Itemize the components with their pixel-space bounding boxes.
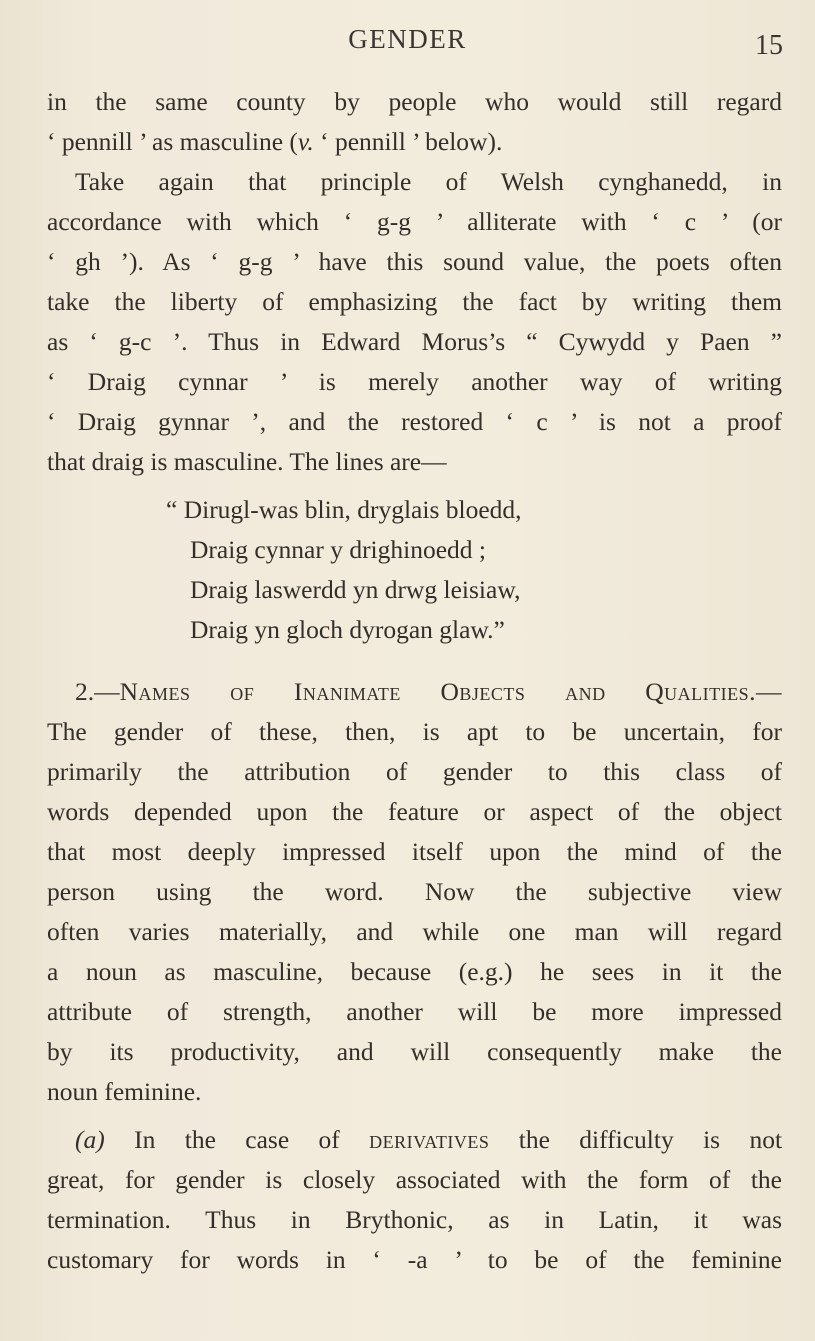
page-number: 15 xyxy=(755,30,783,61)
text-line: ‘ Draig gynnar ’, and the restored ‘ c ’ is not a proof xyxy=(47,407,782,436)
subsection-term: derivatives xyxy=(369,1125,490,1154)
text-line: as ‘ g-c ’. Thus in Edward Morus’s “ Cywydd y Paen ” xyxy=(47,327,782,356)
text-line: that draig is masculine. The lines are— xyxy=(47,447,447,476)
text-line: The gender of these, then, is apt to be uncertain, for xyxy=(47,717,782,746)
running-head: GENDER xyxy=(348,24,467,54)
section-number: 2.— xyxy=(75,677,120,706)
text-line: customary for words in ‘ -a ’ to be of the feminine xyxy=(47,1245,782,1274)
section-heading xyxy=(75,676,782,716)
text-line: accordance with which ‘ g-g ’ alliterate with ‘ c ’ (or xyxy=(47,207,782,236)
text-line: take the liberty of emphasizing the fact by writing them xyxy=(47,287,782,316)
page-header xyxy=(0,22,815,66)
text-line: by its productivity, and will consequently make the xyxy=(47,1037,782,1066)
subsection-rest: the difficulty is not xyxy=(518,1125,783,1154)
text-line: ‘ gh ’). As ‘ g-g ’ have this sound value, the poets often xyxy=(47,247,782,276)
verse-line: Draig cynnar y drighinoedd ; xyxy=(190,535,487,564)
subsection-lead: In the case of xyxy=(134,1125,340,1154)
verse-line: Draig yn gloch dyrogan glaw.” xyxy=(190,615,505,644)
text-line: ‘ pennill ’ as masculine (v. ‘ pennill ’ below). xyxy=(47,127,503,156)
text-line: great, for gender is closely associated with the form of the xyxy=(47,1165,782,1194)
section-title: Names of Inanimate Objects and Qualities.— xyxy=(119,677,782,706)
text-line: ‘ Draig cynnar ’ is merely another way of writing xyxy=(47,367,782,396)
text-line: Take again that principle of Welsh cynghanedd, in xyxy=(75,167,782,196)
subsection-first-line xyxy=(75,1124,782,1164)
text-line: person using the word. Now the subjective view xyxy=(47,877,782,906)
text-line: in the same county by people who would still regard xyxy=(47,87,782,116)
text-line: noun feminine. xyxy=(47,1077,202,1106)
text-line: primarily the attribution of gender to this class of xyxy=(47,757,782,786)
text-line: a noun as masculine, because (e.g.) he sees in it the xyxy=(47,957,782,986)
subsection-marker: (a) xyxy=(75,1125,105,1154)
text-line: often varies materially, and while one man will regard xyxy=(47,917,782,946)
verse-line: “ Dirugl-was blin, dryglais bloedd, xyxy=(166,495,522,524)
text-line: attribute of strength, another will be more impressed xyxy=(47,997,782,1026)
text-line: words depended upon the feature or aspect of the object xyxy=(47,797,782,826)
verse-line: Draig laswerdd yn drwg leisiaw, xyxy=(190,575,521,604)
text-line: termination. Thus in Brythonic, as in Latin, it was xyxy=(47,1205,782,1234)
text-line: that most deeply impressed itself upon the mind of the xyxy=(47,837,782,866)
